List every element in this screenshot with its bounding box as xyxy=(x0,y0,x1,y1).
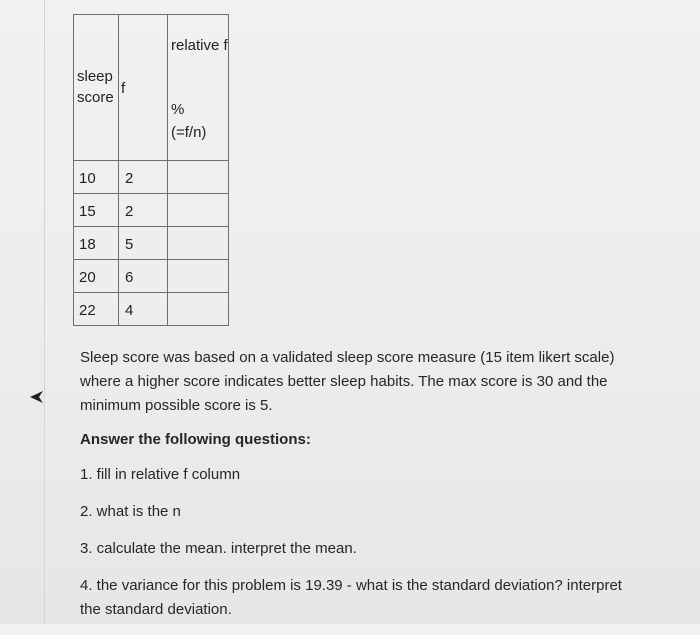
description-text: Sleep score was based on a validated sleep score measure (15 item likert scale) where a higher score indicates better sleep habits. The max score is 30 and the minimum possible score is 5. xyxy=(80,349,615,414)
question-item: 2. what is the n xyxy=(80,503,181,520)
header-sleep-score xyxy=(74,15,119,161)
score-cell: 10 xyxy=(74,161,119,194)
table-row xyxy=(74,194,229,227)
f-cell: 5 xyxy=(119,227,168,260)
score-cell: 20 xyxy=(74,260,119,293)
header-formula-label: (=f/n) xyxy=(171,124,207,141)
score-cell: 22 xyxy=(74,293,119,326)
relative-f-cell[interactable] xyxy=(168,161,229,194)
relative-f-cell[interactable] xyxy=(168,227,229,260)
header-f-label: f xyxy=(121,80,126,97)
header-f xyxy=(119,15,168,161)
relative-f-cell[interactable] xyxy=(168,260,229,293)
mouse-pointer-icon xyxy=(30,390,44,404)
f-cell: 4 xyxy=(119,293,168,326)
question-item: 1. fill in relative f column xyxy=(80,466,241,483)
header-relative-f-label: relative f xyxy=(171,37,228,54)
table-row xyxy=(74,260,229,293)
header-sleep-score-label: sleep score xyxy=(77,68,114,106)
score-cell: 15 xyxy=(74,194,119,227)
table-row xyxy=(74,227,229,260)
relative-f-cell[interactable] xyxy=(168,293,229,326)
question-content xyxy=(80,346,640,635)
f-cell: 2 xyxy=(119,161,168,194)
table-header-row xyxy=(74,15,229,161)
frequency-table xyxy=(73,14,229,326)
table-row xyxy=(74,161,229,194)
questions-heading: Answer the following questions: xyxy=(80,431,311,448)
f-cell: 6 xyxy=(119,260,168,293)
question-item: 3. calculate the mean. interpret the mean. xyxy=(80,540,357,557)
header-relative-f xyxy=(168,15,229,161)
question-item: 4. the variance for this problem is 19.39 - what is the standard deviation? interpret the standard deviation. xyxy=(80,577,622,618)
relative-f-cell[interactable] xyxy=(168,194,229,227)
header-percent-label: % xyxy=(171,101,185,118)
table-row xyxy=(74,293,229,326)
score-cell: 18 xyxy=(74,227,119,260)
f-cell: 2 xyxy=(119,194,168,227)
